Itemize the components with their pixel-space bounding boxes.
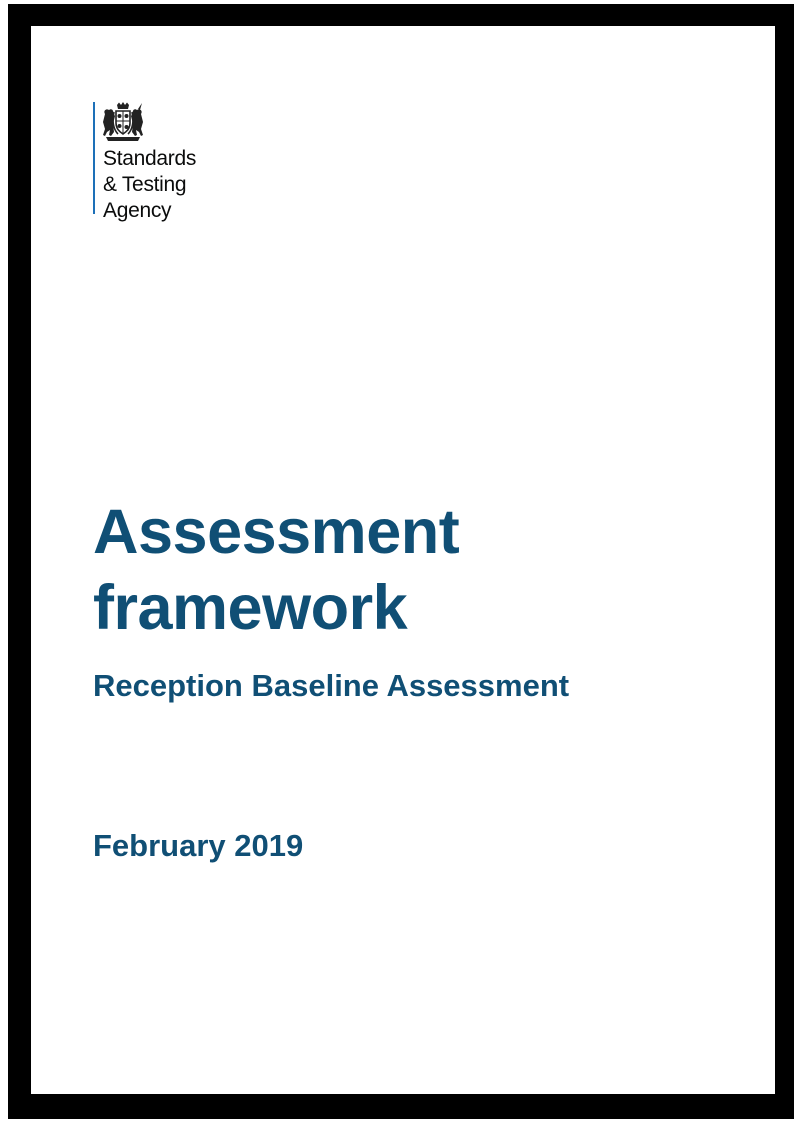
organisation-name xyxy=(103,146,196,224)
publication-date: February 2019 xyxy=(93,828,304,863)
document-title xyxy=(93,494,733,646)
organisation-name-line: Agency xyxy=(103,199,172,222)
document-cover-page xyxy=(31,26,775,1094)
organisation-name-line: & Testing xyxy=(103,173,187,196)
royal-coat-of-arms-icon xyxy=(101,102,145,142)
document-title-line: Assessment xyxy=(93,497,460,567)
document-title-line: framework xyxy=(93,573,408,643)
sta-logo xyxy=(93,102,197,222)
page-frame xyxy=(8,4,794,1119)
organisation-name-line: Standards xyxy=(103,147,197,170)
document-subtitle: Reception Baseline Assessment xyxy=(93,668,570,703)
